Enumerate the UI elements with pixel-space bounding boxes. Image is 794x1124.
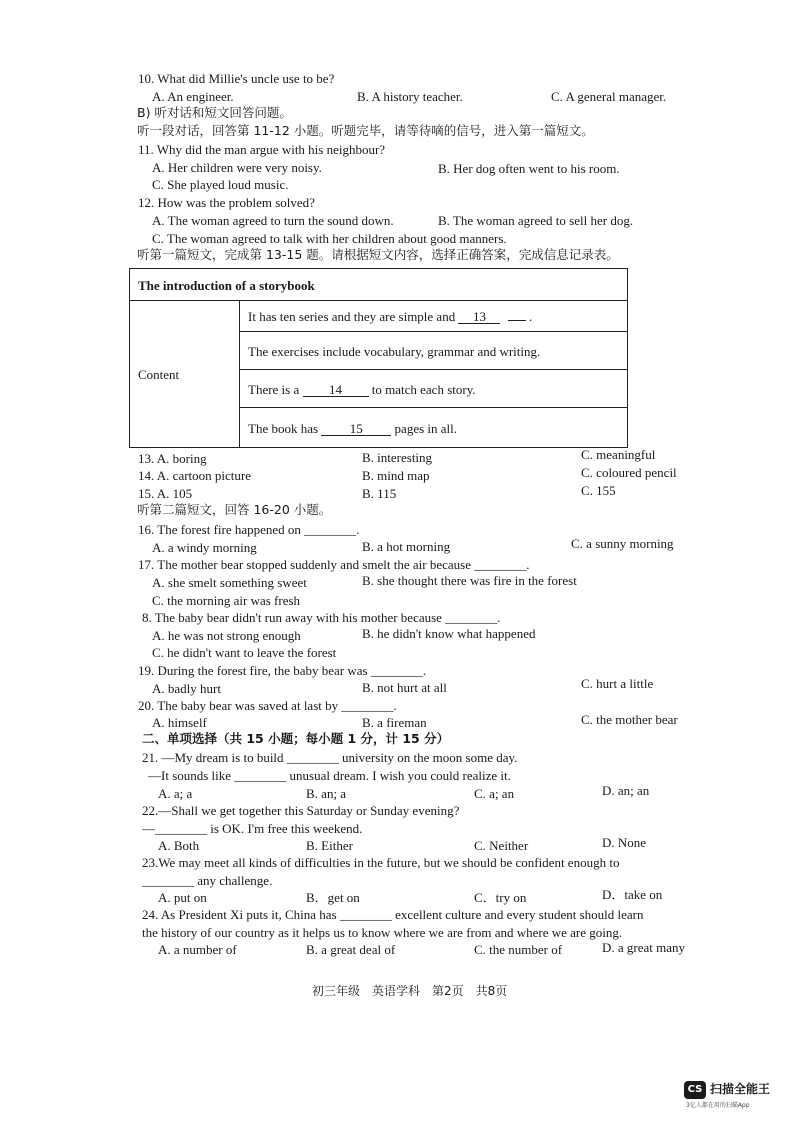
q11-option-a: A. Her children were very noisy. (152, 160, 322, 175)
q23-option-a: A. put on (158, 890, 207, 905)
table-title-row (130, 269, 627, 301)
q10-stem: 10. What did Millie's uncle use to be? (138, 71, 335, 86)
camscanner-logo-icon: CS (684, 1081, 706, 1099)
table-label: Content (138, 367, 180, 382)
q20-option-b: B. a fireman (362, 715, 427, 730)
q18-option-b: B. he didn't know what happened (362, 626, 536, 641)
q12-option-c: C. The woman agreed to talk with her children about good manners. (152, 231, 507, 246)
q20-stem: 20. The baby bear was saved at last by ________. (138, 698, 397, 713)
q23-option-d: D．take on (602, 887, 663, 902)
q12-stem: 12. How was the problem solved? (138, 195, 315, 210)
part-b-heading: B) 听对话和短文回答问题。 (137, 105, 292, 120)
q22-option-b: B. Either (306, 838, 353, 853)
q16-option-c: C. a sunny morning (571, 536, 674, 551)
q17-option-c: C. the morning air was fresh (152, 593, 301, 608)
row4-suffix: pages in all. (394, 421, 458, 436)
row1-suffix: . (528, 309, 533, 324)
q14-option-b: B. mind map (362, 468, 430, 483)
q20-option-c: C. the mother bear (581, 712, 678, 727)
instruction-16-20: 听第二篇短文，回答 16-20 小题。 (137, 502, 332, 517)
table-label-cell (130, 301, 240, 447)
q10-option-c: C. A general manager. (551, 89, 667, 104)
camscanner-tagline: 3亿人都在用的扫描App (686, 1102, 750, 1109)
q23-line-2: ________ any challenge. (142, 873, 273, 888)
row3-suffix: to match each story. (371, 382, 476, 397)
q17-option-a: A. she smelt something sweet (152, 575, 307, 590)
table-row (240, 332, 627, 370)
blank-13: 13 (458, 310, 500, 324)
q13-option-a: 13. A. boring (138, 451, 207, 466)
q24-option-a: A. a number of (158, 942, 237, 957)
q16-stem: 16. The forest fire happened on ________. (138, 522, 360, 537)
q24-line-2: the history of our country as it helps us to know where we are from and where we are going. (142, 925, 623, 940)
camscanner-name: 扫描全能王 (710, 1082, 771, 1096)
q18-option-a: A. he was not strong enough (152, 628, 301, 643)
q22-line-1: 22.—Shall we get together this Saturday or Sunday evening? (142, 803, 460, 818)
q19-option-c: C. hurt a little (581, 676, 654, 691)
q14-option-c: C. coloured pencil (581, 465, 677, 480)
q22-option-c: C. Neither (474, 838, 529, 853)
q13-option-c: C. meaningful (581, 447, 656, 462)
q21-option-b: B. an; a (306, 786, 347, 801)
blank-14: 14 (303, 383, 369, 397)
instruction-13-15: 听第一篇短文，完成第 13-15 题。请根据短文内容，选择正确答案，完成信息记录表。 (137, 247, 619, 262)
q16-option-a: A. a windy morning (152, 540, 257, 555)
instruction-11-12: 听一段对话，回答第 11-12 小题。听题完毕，请等待嘀的信号，进入第一篇短文。 (137, 123, 594, 138)
table-row-2-text: The exercises include vocabulary, grammar and writing. (248, 344, 541, 359)
q12-option-b: B. The woman agreed to sell her dog. (438, 213, 634, 228)
q19-stem: 19. During the forest fire, the baby bear was ________. (138, 663, 427, 678)
q22-option-d: D. None (602, 835, 647, 850)
q24-option-d: D. a great many (602, 940, 686, 955)
q24-option-c: C. the number of (474, 942, 563, 957)
q11-option-c: C. She played loud music. (152, 177, 289, 192)
q24-option-b: B. a great deal of (306, 942, 396, 957)
table-row (240, 301, 627, 332)
blank-15: 15 (321, 422, 391, 436)
q12-option-a: A. The woman agreed to turn the sound down. (152, 213, 394, 228)
table-row-3-text (248, 383, 476, 397)
table-row-1-text (248, 310, 532, 324)
table-title: The introduction of a storybook (138, 278, 315, 293)
q15-option-b: B. 115 (362, 486, 397, 501)
q14-option-a: 14. A. cartoon picture (138, 468, 251, 483)
blank-13-tail (508, 320, 526, 321)
page-footer: 初三年级 英语学科 第2页 共8页 (312, 984, 508, 998)
q11-stem: 11. Why did the man argue with his neighbour? (138, 142, 386, 157)
q24-line-1: 24. As President Xi puts it, China has ________ excellent culture and every student should learn (142, 907, 644, 922)
q21-option-c: C. a; an (474, 786, 515, 801)
section-2-heading: 二、单项选择（共 15 小题；每小题 1 分，计 15 分） (142, 731, 450, 746)
q10-option-a: A. An engineer. (152, 89, 234, 104)
q21-option-d: D. an; an (602, 783, 650, 798)
q15-option-a: 15. A. 105 (138, 486, 193, 501)
q19-option-a: A. badly hurt (152, 681, 221, 696)
q22-line-2: —________ is OK. I'm free this weekend. (142, 821, 363, 836)
q23-option-c: C．try on (474, 890, 527, 905)
q17-option-b: B. she thought there was fire in the forest (362, 573, 577, 588)
q18-option-c: C. he didn't want to leave the forest (152, 645, 337, 660)
q23-option-b: B．get on (306, 890, 360, 905)
q10-option-b: B. A history teacher. (357, 89, 463, 104)
row1-prefix: It has ten series and they are simple and (248, 309, 456, 324)
q21-option-a: A. a; a (158, 786, 193, 801)
q21-line-1: 21. —My dream is to build ________ university on the moon some day. (142, 750, 518, 765)
q23-line-1: 23.We may meet all kinds of difficulties in the future, but we should be confident enough to (142, 855, 620, 870)
q18-stem: 8. The baby bear didn't run away with his mother because ________. (142, 610, 501, 625)
q17-stem: 17. The mother bear stopped suddenly and smelt the air because ________. (138, 557, 530, 572)
row3-prefix: There is a (248, 382, 300, 397)
table-row-4-text (248, 422, 457, 436)
q22-option-a: A. Both (158, 838, 200, 853)
q13-option-b: B. interesting (362, 450, 433, 465)
table-row (240, 408, 627, 447)
q19-option-b: B. not hurt at all (362, 680, 447, 695)
table-row (240, 370, 627, 408)
row4-prefix: The book has (248, 421, 319, 436)
q21-line-2: —It sounds like ________ unusual dream. I wish you could realize it. (148, 768, 511, 783)
q11-option-b: B. Her dog often went to his room. (438, 161, 620, 176)
q20-option-a: A. himself (152, 715, 207, 730)
q15-option-c: C. 155 (581, 483, 616, 498)
q16-option-b: B. a hot morning (362, 539, 451, 554)
storybook-table (129, 268, 628, 448)
